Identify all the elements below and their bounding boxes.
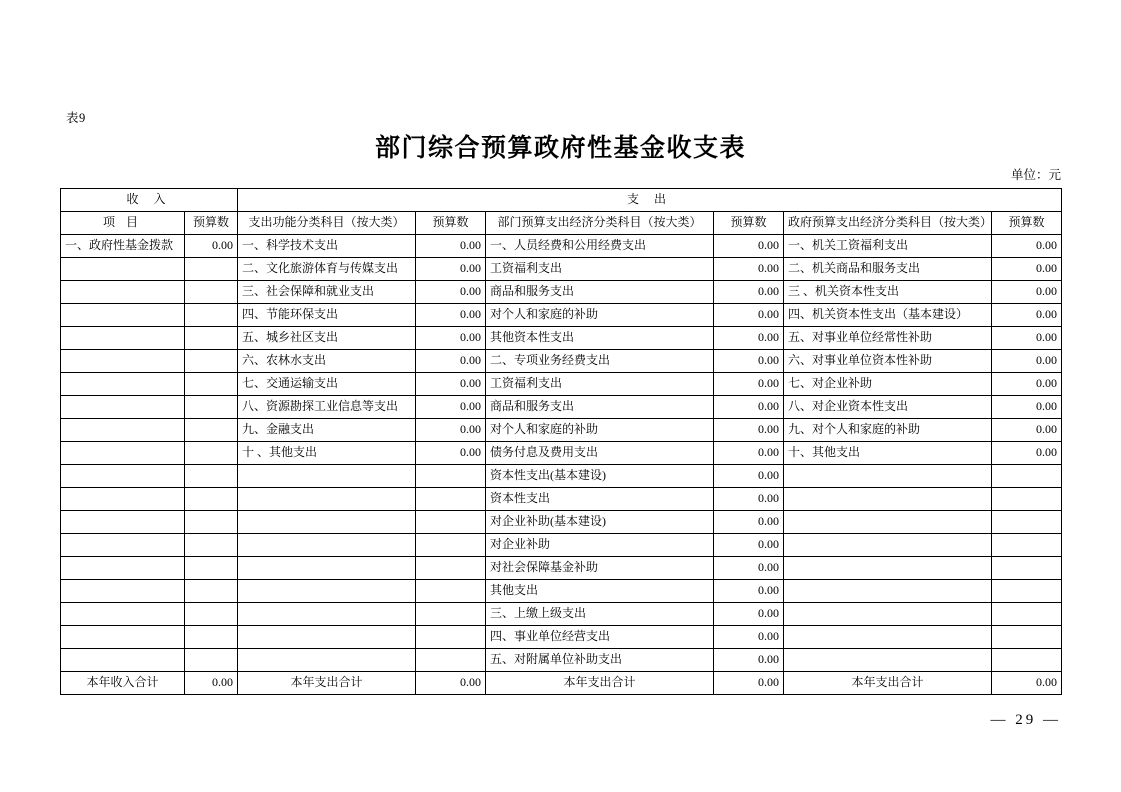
table-row [61, 396, 1062, 419]
cell-gov-econ-subject [784, 649, 992, 672]
cell-gov-econ-budget [992, 534, 1062, 557]
cell-income-item [61, 442, 185, 465]
total-func-label: 本年支出合计 [238, 672, 416, 695]
cell-income-item [61, 396, 185, 419]
cell-gov-econ-budget [992, 557, 1062, 580]
table-row [61, 419, 1062, 442]
cell-income-item [61, 281, 185, 304]
cell-func-budget: 0.00 [416, 304, 486, 327]
table-row [61, 465, 1062, 488]
cell-income-budget [185, 281, 238, 304]
cell-func-subject [238, 465, 416, 488]
cell-func-budget [416, 511, 486, 534]
cell-func-subject: 九、金融支出 [238, 419, 416, 442]
cell-income-budget [185, 626, 238, 649]
cell-income-item [61, 626, 185, 649]
cell-func-budget [416, 488, 486, 511]
cell-gov-econ-budget [992, 603, 1062, 626]
cell-income-budget [185, 603, 238, 626]
cell-func-subject: 一、科学技术支出 [238, 235, 416, 258]
cell-dept-econ-budget: 0.00 [714, 373, 784, 396]
cell-func-budget: 0.00 [416, 258, 486, 281]
cell-dept-econ-budget: 0.00 [714, 557, 784, 580]
cell-func-budget [416, 557, 486, 580]
cell-gov-econ-subject: 四、机关资本性支出（基本建设） [784, 304, 992, 327]
cell-dept-econ-budget: 0.00 [714, 235, 784, 258]
table-band-row [61, 189, 1062, 212]
table-row [61, 235, 1062, 258]
total-gov-econ-budget: 0.00 [992, 672, 1062, 695]
cell-dept-econ-subject: 对个人和家庭的补助 [486, 419, 714, 442]
cell-income-item [61, 557, 185, 580]
cell-func-budget [416, 626, 486, 649]
cell-income-item [61, 258, 185, 281]
cell-dept-econ-budget: 0.00 [714, 626, 784, 649]
total-gov-econ-label: 本年支出合计 [784, 672, 992, 695]
cell-gov-econ-subject: 八、对企业资本性支出 [784, 396, 992, 419]
cell-gov-econ-subject [784, 580, 992, 603]
cell-gov-econ-budget [992, 488, 1062, 511]
cell-dept-econ-subject: 对企业补助(基本建设) [486, 511, 714, 534]
header-income-budget: 预算数 [185, 212, 238, 235]
cell-func-budget [416, 534, 486, 557]
cell-gov-econ-subject: 三 、机关资本性支出 [784, 281, 992, 304]
cell-gov-econ-budget: 0.00 [992, 304, 1062, 327]
cell-dept-econ-subject: 债务付息及费用支出 [486, 442, 714, 465]
cell-income-item [61, 327, 185, 350]
total-income-label: 本年收入合计 [61, 672, 185, 695]
total-func-budget: 0.00 [416, 672, 486, 695]
cell-func-budget: 0.00 [416, 281, 486, 304]
cell-gov-econ-subject [784, 626, 992, 649]
page-number: — 29 — [990, 712, 1061, 728]
cell-gov-econ-budget: 0.00 [992, 396, 1062, 419]
total-dept-econ-label: 本年支出合计 [486, 672, 714, 695]
cell-gov-econ-subject: 七、对企业补助 [784, 373, 992, 396]
table-row [61, 373, 1062, 396]
total-income-budget: 0.00 [185, 672, 238, 695]
cell-func-budget [416, 649, 486, 672]
cell-income-budget [185, 419, 238, 442]
cell-income-item [61, 580, 185, 603]
cell-dept-econ-subject: 五、对附属单位补助支出 [486, 649, 714, 672]
cell-dept-econ-subject: 工资福利支出 [486, 373, 714, 396]
cell-income-budget: 0.00 [185, 235, 238, 258]
cell-income-item [61, 350, 185, 373]
page-title: 部门综合预算政府性基金收支表 [374, 135, 746, 162]
cell-income-budget [185, 258, 238, 281]
cell-income-item [61, 534, 185, 557]
cell-dept-econ-budget: 0.00 [714, 511, 784, 534]
cell-dept-econ-budget: 0.00 [714, 534, 784, 557]
cell-func-subject: 八、资源勘探工业信息等支出 [238, 396, 416, 419]
header-income-item: 项 目 [61, 212, 185, 235]
cell-income-item [61, 465, 185, 488]
cell-dept-econ-subject: 四、事业单位经营支出 [486, 626, 714, 649]
cell-dept-econ-budget: 0.00 [714, 396, 784, 419]
cell-dept-econ-budget: 0.00 [714, 327, 784, 350]
cell-income-budget [185, 442, 238, 465]
table-row [61, 304, 1062, 327]
table-row [61, 649, 1062, 672]
cell-gov-econ-budget [992, 580, 1062, 603]
header-dept-econ-subject: 部门预算支出经济分类科目（按大类） [486, 212, 714, 235]
header-gov-econ-budget: 预算数 [992, 212, 1062, 235]
cell-income-budget [185, 580, 238, 603]
cell-func-budget: 0.00 [416, 373, 486, 396]
cell-dept-econ-budget: 0.00 [714, 258, 784, 281]
budget-table-wrapper [60, 188, 1061, 695]
cell-gov-econ-subject [784, 511, 992, 534]
cell-func-subject [238, 603, 416, 626]
cell-func-budget: 0.00 [416, 396, 486, 419]
cell-gov-econ-subject [784, 557, 992, 580]
cell-income-budget [185, 350, 238, 373]
cell-gov-econ-budget [992, 626, 1062, 649]
cell-dept-econ-subject: 对个人和家庭的补助 [486, 304, 714, 327]
cell-gov-econ-budget [992, 511, 1062, 534]
total-dept-econ-budget: 0.00 [714, 672, 784, 695]
table-total-row [61, 672, 1062, 695]
cell-income-item [61, 419, 185, 442]
cell-dept-econ-budget: 0.00 [714, 304, 784, 327]
form-tag: 表9 [66, 111, 86, 125]
cell-income-item [61, 373, 185, 396]
table-row [61, 488, 1062, 511]
cell-dept-econ-budget: 0.00 [714, 465, 784, 488]
cell-func-subject [238, 580, 416, 603]
cell-gov-econ-subject [784, 488, 992, 511]
header-func-budget: 预算数 [416, 212, 486, 235]
header-func-subject: 支出功能分类科目（按大类） [238, 212, 416, 235]
header-gov-econ-subject: 政府预算支出经济分类科目（按大类） [784, 212, 992, 235]
cell-gov-econ-subject [784, 603, 992, 626]
cell-gov-econ-subject: 九、对个人和家庭的补助 [784, 419, 992, 442]
cell-gov-econ-budget: 0.00 [992, 281, 1062, 304]
cell-gov-econ-subject: 十、其他支出 [784, 442, 992, 465]
cell-dept-econ-budget: 0.00 [714, 419, 784, 442]
cell-func-budget: 0.00 [416, 327, 486, 350]
cell-func-subject: 七、交通运输支出 [238, 373, 416, 396]
cell-func-budget [416, 465, 486, 488]
cell-dept-econ-budget: 0.00 [714, 603, 784, 626]
cell-func-budget: 0.00 [416, 235, 486, 258]
cell-gov-econ-budget: 0.00 [992, 350, 1062, 373]
cell-gov-econ-budget [992, 465, 1062, 488]
cell-dept-econ-subject: 三、上缴上级支出 [486, 603, 714, 626]
table-row [61, 350, 1062, 373]
cell-func-subject: 五、城乡社区支出 [238, 327, 416, 350]
cell-dept-econ-subject: 对企业补助 [486, 534, 714, 557]
cell-dept-econ-subject: 其他支出 [486, 580, 714, 603]
cell-func-budget [416, 603, 486, 626]
cell-dept-econ-subject: 其他资本性支出 [486, 327, 714, 350]
cell-income-budget [185, 534, 238, 557]
budget-table [60, 188, 1062, 695]
cell-func-subject: 六、农林水支出 [238, 350, 416, 373]
cell-func-budget: 0.00 [416, 442, 486, 465]
cell-func-subject [238, 488, 416, 511]
cell-dept-econ-budget: 0.00 [714, 580, 784, 603]
cell-gov-econ-budget: 0.00 [992, 327, 1062, 350]
cell-income-item [61, 488, 185, 511]
cell-func-budget [416, 580, 486, 603]
cell-gov-econ-budget: 0.00 [992, 442, 1062, 465]
cell-dept-econ-subject: 二、专项业务经费支出 [486, 350, 714, 373]
cell-dept-econ-subject: 资本性支出(基本建设) [486, 465, 714, 488]
cell-func-subject [238, 511, 416, 534]
cell-income-budget [185, 511, 238, 534]
cell-dept-econ-budget: 0.00 [714, 281, 784, 304]
cell-income-budget [185, 373, 238, 396]
cell-dept-econ-subject: 资本性支出 [486, 488, 714, 511]
cell-gov-econ-subject [784, 465, 992, 488]
table-row [61, 534, 1062, 557]
cell-income-item [61, 649, 185, 672]
cell-gov-econ-budget: 0.00 [992, 419, 1062, 442]
cell-dept-econ-budget: 0.00 [714, 488, 784, 511]
cell-income-budget [185, 557, 238, 580]
cell-func-subject: 四、节能环保支出 [238, 304, 416, 327]
cell-func-subject: 十 、其他支出 [238, 442, 416, 465]
table-column-header-row [61, 212, 1062, 235]
cell-dept-econ-budget: 0.00 [714, 350, 784, 373]
cell-gov-econ-subject: 五、对事业单位经常性补助 [784, 327, 992, 350]
cell-income-item: 一、政府性基金拨款 [61, 235, 185, 258]
table-row [61, 327, 1062, 350]
cell-dept-econ-subject: 一、人员经费和公用经费支出 [486, 235, 714, 258]
cell-income-budget [185, 649, 238, 672]
table-row [61, 442, 1062, 465]
unit-note: 单位：元 [1010, 168, 1061, 182]
cell-gov-econ-budget: 0.00 [992, 235, 1062, 258]
cell-dept-econ-subject: 对社会保障基金补助 [486, 557, 714, 580]
cell-dept-econ-budget: 0.00 [714, 649, 784, 672]
cell-gov-econ-budget: 0.00 [992, 373, 1062, 396]
cell-func-subject [238, 649, 416, 672]
cell-income-budget [185, 465, 238, 488]
table-row [61, 603, 1062, 626]
cell-income-budget [185, 327, 238, 350]
cell-income-item [61, 603, 185, 626]
table-row [61, 557, 1062, 580]
cell-income-budget [185, 304, 238, 327]
cell-func-budget: 0.00 [416, 350, 486, 373]
cell-income-budget [185, 488, 238, 511]
cell-gov-econ-subject: 一、机关工资福利支出 [784, 235, 992, 258]
cell-func-budget: 0.00 [416, 419, 486, 442]
cell-income-item [61, 304, 185, 327]
cell-dept-econ-subject: 工资福利支出 [486, 258, 714, 281]
cell-dept-econ-subject: 商品和服务支出 [486, 396, 714, 419]
expense-band-header: 支 出 [238, 189, 1062, 212]
cell-gov-econ-budget: 0.00 [992, 258, 1062, 281]
cell-func-subject [238, 534, 416, 557]
table-row [61, 281, 1062, 304]
cell-dept-econ-subject: 商品和服务支出 [486, 281, 714, 304]
cell-income-item [61, 511, 185, 534]
cell-func-subject: 三、社会保障和就业支出 [238, 281, 416, 304]
income-band-header: 收 入 [61, 189, 238, 212]
table-row [61, 580, 1062, 603]
cell-func-subject: 二、文化旅游体育与传媒支出 [238, 258, 416, 281]
cell-gov-econ-subject [784, 534, 992, 557]
cell-gov-econ-budget [992, 649, 1062, 672]
table-row [61, 626, 1062, 649]
header-dept-econ-budget: 预算数 [714, 212, 784, 235]
cell-func-subject [238, 626, 416, 649]
cell-dept-econ-budget: 0.00 [714, 442, 784, 465]
cell-func-subject [238, 557, 416, 580]
table-row [61, 258, 1062, 281]
table-row [61, 511, 1062, 534]
cell-gov-econ-subject: 二、机关商品和服务支出 [784, 258, 992, 281]
cell-income-budget [185, 396, 238, 419]
cell-gov-econ-subject: 六、对事业单位资本性补助 [784, 350, 992, 373]
